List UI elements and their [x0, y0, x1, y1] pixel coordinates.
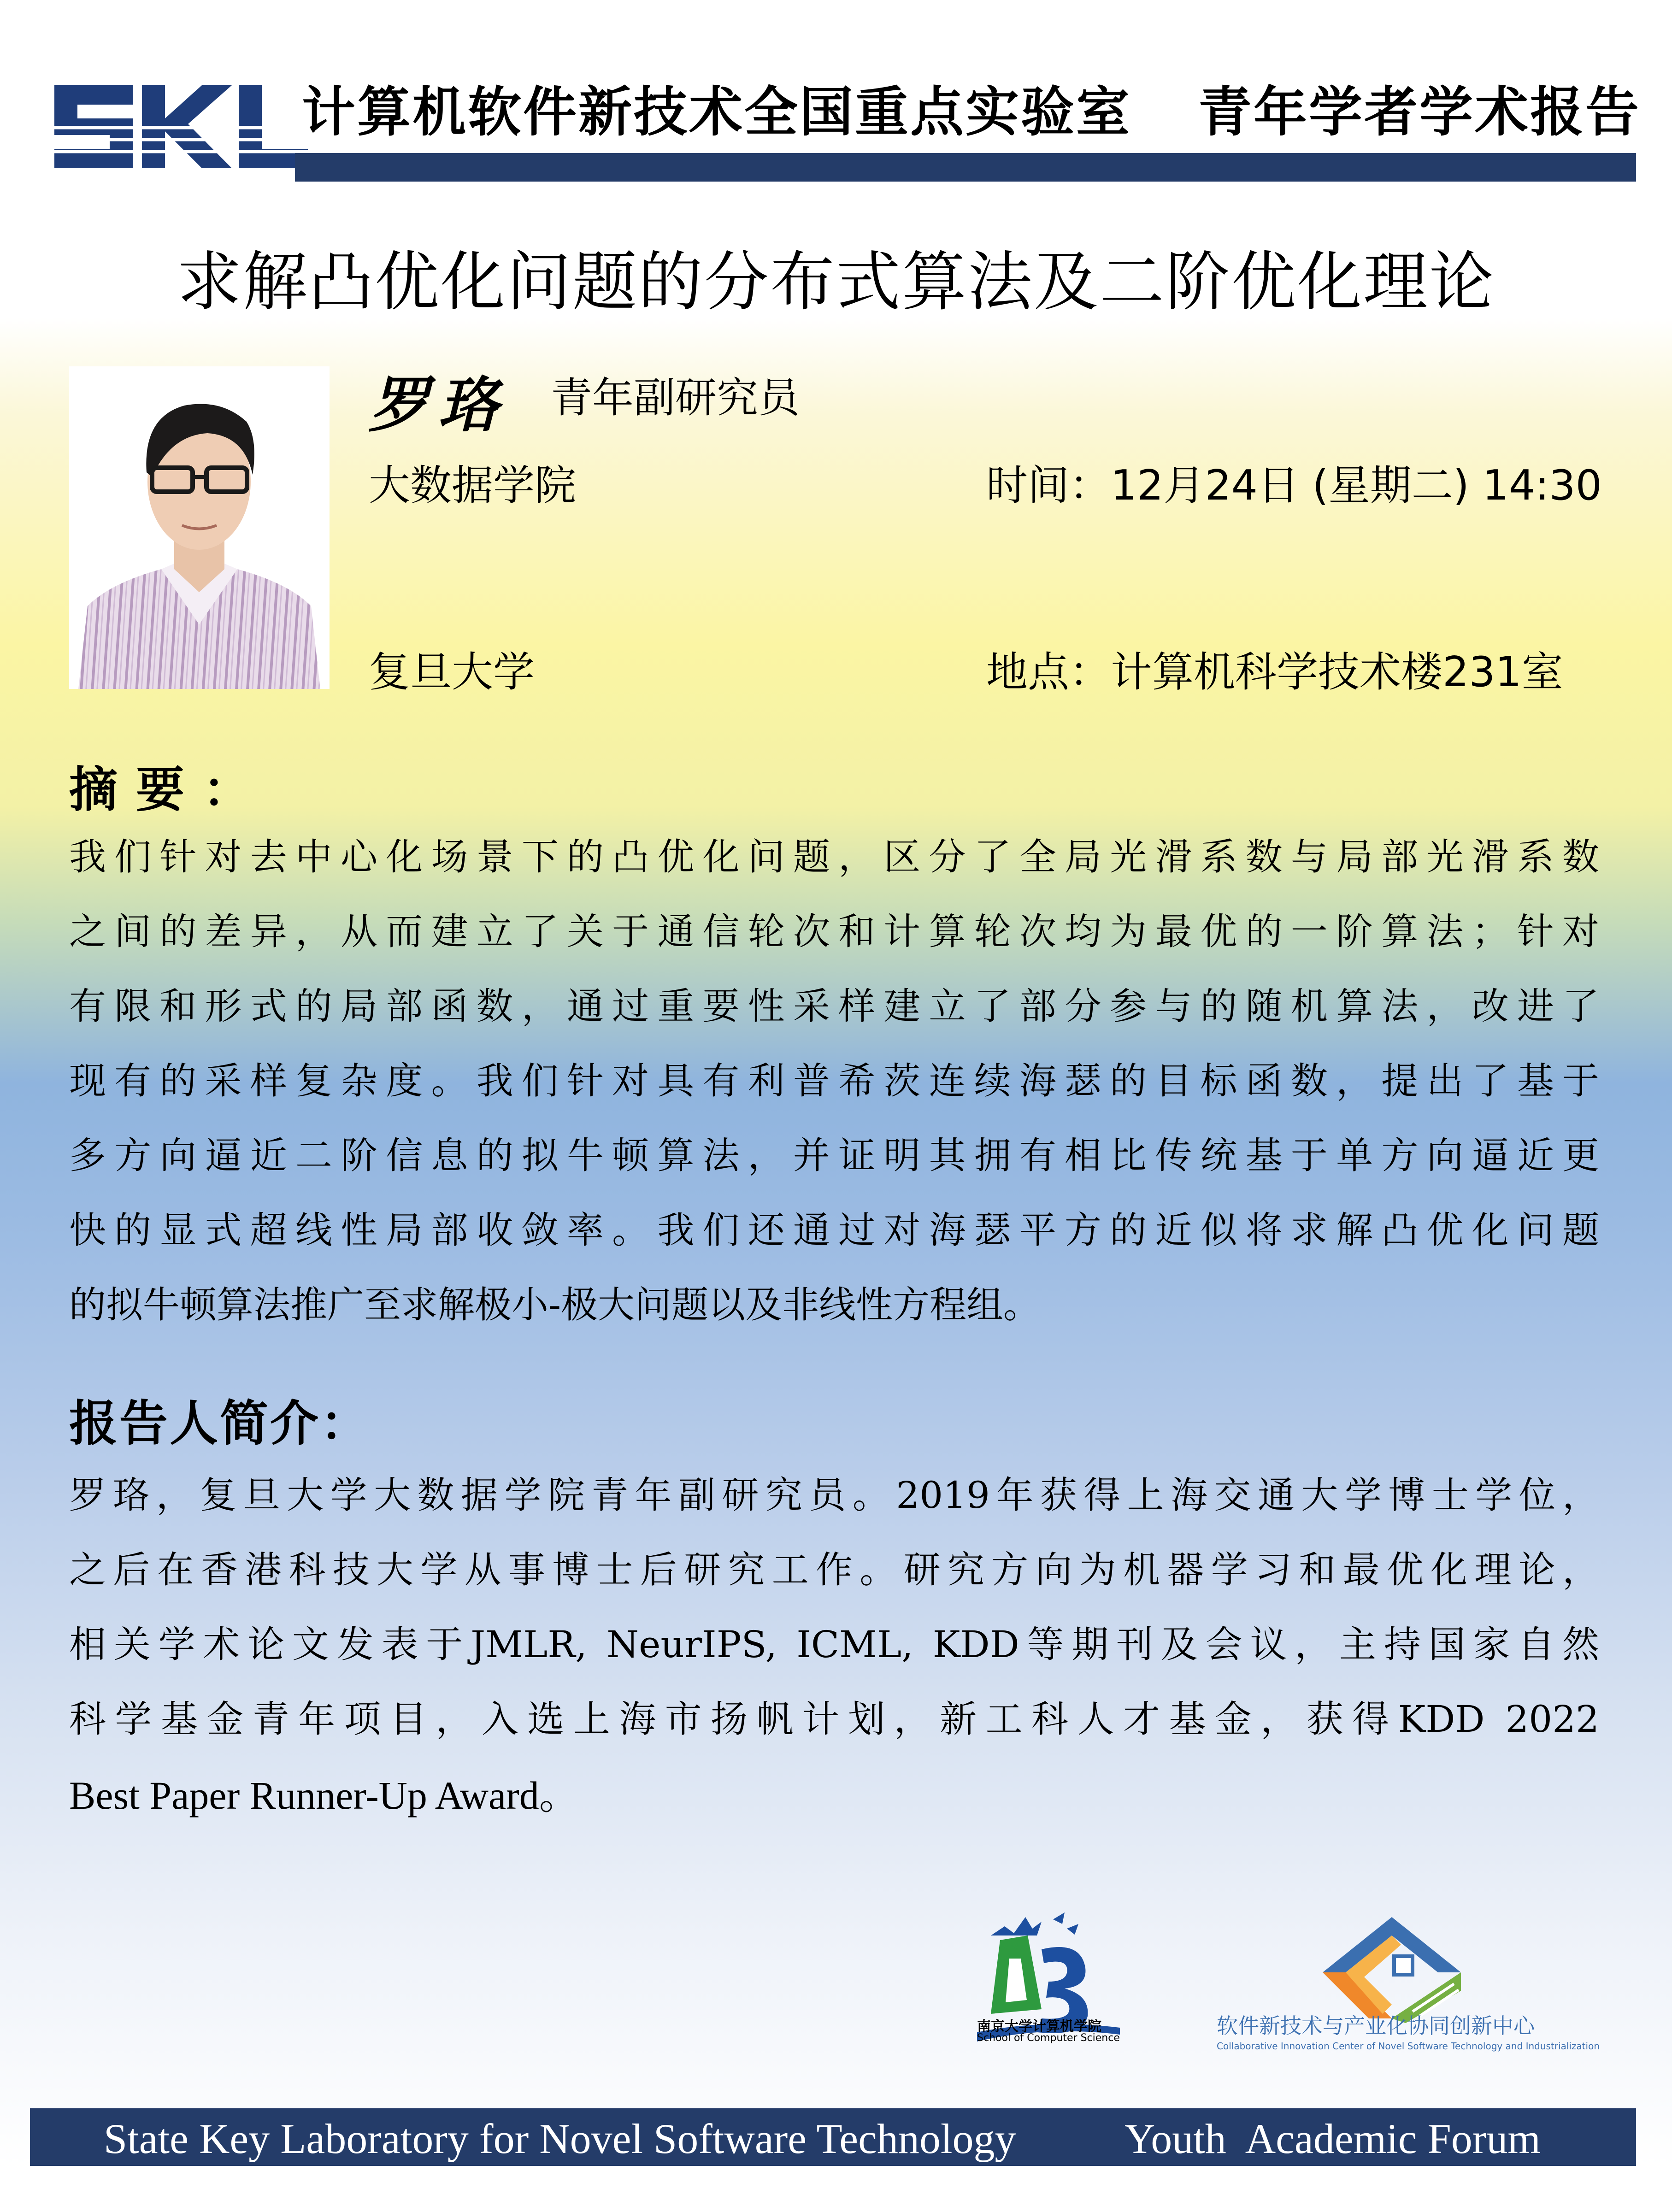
bio-line: 科学基金青年项目，入选上海市扬帆计划，新工科人才基金，获得KDD 2022 — [69, 1698, 1599, 1741]
talk-place: 地点：计算机科学技术楼231室 — [986, 648, 1563, 696]
bio-line: 相关学术论文发表于JMLR, NeurIPS, ICML, KDD等期刊及会议，主持国家自然 — [69, 1623, 1599, 1666]
header-title: 计算机软件新技术全国重点实验室 — [302, 81, 1131, 143]
bio-line: 之后在香港科技大学从事博士后研究工作。研究方向为机器学习和最优化理论， — [69, 1548, 1599, 1591]
footer-forum-name: Youth Academic Forum — [1124, 2115, 1541, 2162]
abstract-line: 之间的差异，从而建立了关于通信轮次和计算轮次均为最优的一阶算法；针对 — [69, 910, 1599, 953]
talk-time: 时间：12月24日 (星期二) 14:30 — [986, 461, 1602, 510]
footer-lab-name: State Key Laboratory for Novel Software Technology — [104, 2115, 1016, 2162]
bio-line: 罗珞，复旦大学大数据学院青年副研究员。2019年获得上海交通大学博士学位， — [69, 1474, 1599, 1517]
abstract-line: 多方向逼近二阶信息的拟牛顿算法，并证明其拥有相比传统基于单方向逼近更 — [69, 1134, 1599, 1177]
nju-logo-chinese-text: 南京大学计算机学院 — [977, 2018, 1101, 2035]
abstract-line: 我们针对去中心化场景下的凸优化问题，区分了全局光滑系数与局部光滑系数 — [69, 835, 1599, 878]
speaker-portrait-icon — [69, 366, 330, 689]
skl-logo — [50, 76, 308, 182]
speaker-name: 罗珞 — [369, 370, 507, 440]
abstract-heading: 摘要： — [69, 762, 270, 818]
speaker-department: 大数据学院 — [369, 461, 576, 510]
header-bar — [295, 153, 1636, 182]
bio-line: Best Paper Runner-Up Award。 — [69, 1773, 579, 1818]
header-subtitle: 青年学者学术报告 — [1198, 81, 1641, 143]
abstract-line: 的拟牛顿算法推广至求解极小-极大问题以及非线性方程组。 — [69, 1283, 1041, 1326]
bio-heading: 报告人简介： — [69, 1395, 371, 1452]
speaker-title: 青年副研究员 — [551, 374, 800, 422]
speaker-photo — [69, 366, 330, 689]
abstract-line: 现有的采样复杂度。我们针对具有利普希茨连续海瑟的目标函数，提出了基于 — [69, 1059, 1599, 1102]
nju-logo-english-text: School of Computer Science — [977, 2032, 1120, 2044]
innovation-center-english-text: Collaborative Innovation Center of Novel Software Technology and Industrialization — [1217, 2041, 1600, 2052]
talk-title: 求解凸优化问题的分布式算法及二阶优化理论 — [177, 245, 1495, 320]
abstract-line: 快的显式超线性局部收敛率。我们还通过对海瑟平方的近似将求解凸优化问题 — [69, 1209, 1599, 1252]
innovation-center-chinese-text: 软件新技术与产业化协同创新中心 — [1217, 2013, 1535, 2038]
speaker-university: 复旦大学 — [369, 648, 535, 696]
abstract-line: 有限和形式的局部函数，通过重要性采样建立了部分参与的随机算法，改进了 — [69, 985, 1599, 1028]
